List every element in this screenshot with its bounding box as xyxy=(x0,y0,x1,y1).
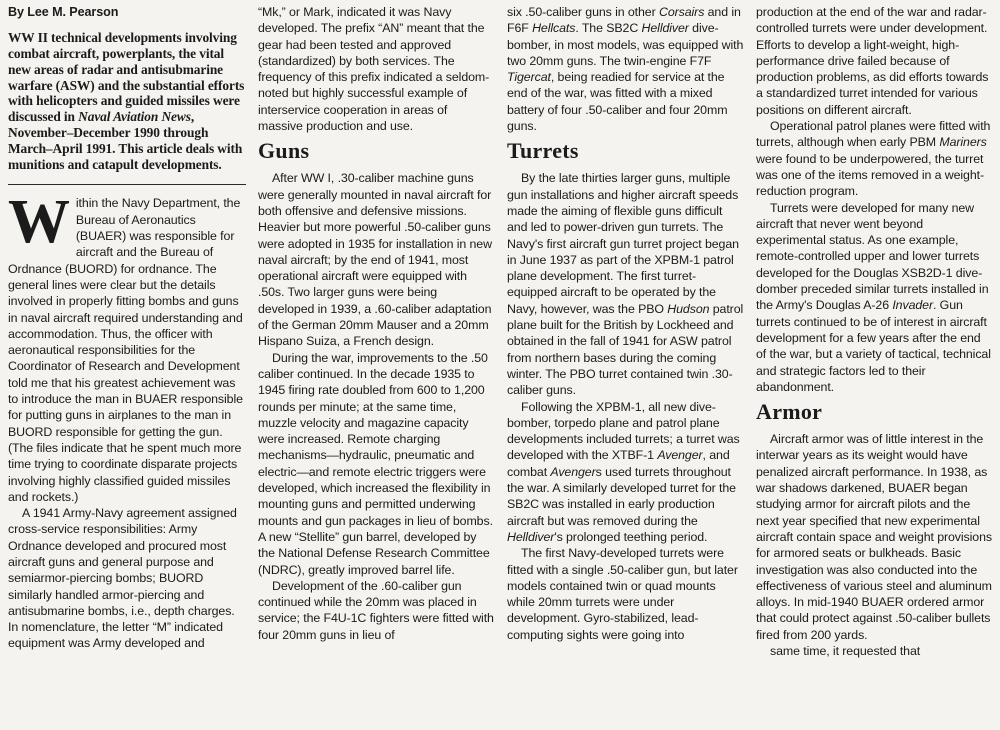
paragraph xyxy=(507,4,745,134)
paragraph: production at the end of the war and radar-controlled turrets were under development. Efforts to develop a light-weight, high-performance drive failed because of production problems, as did efforts towards a standardized turret intended for various positions on different aircraft. xyxy=(756,5,989,117)
aircraft-name: Avenger xyxy=(550,464,596,479)
aircraft-name: Tigercat xyxy=(507,70,551,85)
intro-text-1: WW II technical developments involving combat aircraft, powerplants, the vital new areas of radar and antisubmarine warfare (ASW) and the substantial efforts with helicopters and guided missiles were discussed in xyxy=(8,30,245,125)
text-run: 's prolonged teething period. xyxy=(554,529,708,544)
column-4 xyxy=(756,4,994,726)
article-intro xyxy=(8,30,246,172)
column-3 xyxy=(507,4,745,726)
paragraph: same time, it requested that xyxy=(770,643,921,658)
drop-cap: W xyxy=(8,188,70,257)
aircraft-name: Invader xyxy=(892,298,933,313)
paragraph xyxy=(756,200,994,396)
paragraph: Aircraft armor was of little interest in the interwar years as its weight would have penalized aircraft performance. In 1938, as war shadows darkened, BUAER began studying armor for aircraft pilots and the next year specified that new experimental aircraft contain space and weight provisions for armored seats or bulkheads. Basic investigation was also conducted into the effectiveness of various steel and aluminum alloys. In mid-1940 BUAER ordered armor that could protect against .50-caliber bullets fired from 200 yards. xyxy=(756,432,992,642)
paragraph xyxy=(507,399,745,546)
aircraft-name: Corsairs xyxy=(658,5,705,19)
text-run: By the late thirties larger guns, multiple gun installations and higher aircraft speeds made the aiming of flexible guns difficult and led to power-driven gun turrets. The Navy's first aircraft gun turret project began in June 1937 as part of the XPBM-1 patrol plane development. The first turret-equipped aircraft to be operated by the Navy, however, was the PBO xyxy=(507,171,739,316)
aircraft-name: Mariners xyxy=(939,135,987,150)
text-run: . The SB2C xyxy=(575,21,642,36)
intro-publication: Naval Aviation News xyxy=(78,109,191,125)
text-run: , and combat xyxy=(507,448,730,479)
text-run: and in F6F xyxy=(507,5,741,36)
paragraph: A 1941 Army-Navy agreement assigned cross-service responsibilities: Army Ordnance developed and procured most aircraft guns and general purpose and semiarmor-piercing bombs; BUORD similarly handled armor-piercing and antisubmarine bombs, i.e., depth charges. In nomenclature, the letter “M” indicated equipment was Army developed and xyxy=(8,506,237,651)
byline: By Lee M. Pearson xyxy=(8,5,119,19)
paragraph: After WW I, .30-caliber machine guns were generally mounted in naval aircraft for both offensive and defensive missions. Heavier but more powerful .50-caliber guns were adopted in 1935 for installation in new naval aircraft; by the end of 1941, most operational aircraft were equipped with .50s. Two larger guns were being developed in 1939, a .60-caliber adaptation of the German 20mm Mauser and a 20mm Hispano Suiza, a French design. xyxy=(258,171,492,349)
aircraft-name: Avenger xyxy=(657,448,703,463)
text-run: Operational patrol planes were fitted with turrets, although when early PBM xyxy=(756,119,991,150)
text-run: Turrets were developed for many new aircraft that never went beyond experimental status. As one example, remote-controlled upper and lower turrets developed for the Douglas XSB2D-1 dive-domber preceded similar turrets installed in the Army's Douglas A-26 xyxy=(756,200,989,313)
text-run: patrol plane built for the British by Lockheed and obtained in the fall of 1941 for ASW patrol from northern bases during the coming winter. The PBO turret contained twin .30-caliber guns. xyxy=(507,301,744,398)
intro-text-2: , November–December 1990 through March–April 1991. This article deals with munitions and catapult developments. xyxy=(8,109,243,172)
text-run: s used turrets throughout the war. A similarly developed turret for the SB2C was installed in early production aircraft but was removed during the xyxy=(507,464,736,528)
text-run: were found to be underpowered, the turret was one of the items removed in a weight-reduction program. xyxy=(756,151,984,199)
text-run: dive-bomber, in most models, was equipped with two 20mm guns. The twin-engine F7F xyxy=(507,21,744,68)
text-run: . Gun turrets continued to be of interest in aircraft development for a few years after the end of the war, but a variety of tactical, technical and strategic factors led to their abandonment. xyxy=(756,298,991,394)
aircraft-name: Hellcats xyxy=(532,21,576,36)
section-heading-turrets: Turrets xyxy=(507,138,579,164)
text-run: , being readied for service at the end of the war, was fitted with a mixed battery of four .50-caliber and four 20mm guns. xyxy=(507,70,728,134)
divider-rule xyxy=(8,184,246,185)
paragraph-text: ithin the Navy Department, the Bureau of Aeronautics (BUAER) was responsible for aircraft and the Bureau of Ordnance (BUORD) for ordnance. The general lines were clear but the details involved in properly fitting bombs and guns in naval aircraft required understanding and accommodation. Thus, the officer with aeronautical responsibilities for the Coordinator of Research and Development told me that his greatest achievement was to introduce the man in BUAER responsible for putting guns in airplanes to the man in BUORD responsible for getting the gun. (The files indicate that he spent much more time trying to coordinate disparate projects involving highly classified guided missiles and rockets.) xyxy=(8,196,243,504)
text-run: Following the XPBM-1, all new dive-bomber, torpedo plane and patrol plane developments included turrets; a turret was developed with the XTBF-1 xyxy=(507,399,740,463)
aircraft-name: Helldiver xyxy=(507,529,555,544)
aircraft-name: Hudson xyxy=(667,301,710,316)
section-heading-armor: Armor xyxy=(756,399,823,425)
paragraph: Development of the .60-caliber gun continued while the 20mm was placed in service; the F4U-1C fighters were fitted with four 20mm guns in lieu of xyxy=(258,578,494,642)
text-run: six .50-caliber guns in other xyxy=(507,5,659,19)
column-1 xyxy=(8,4,246,726)
paragraph: “Mk,” or Mark, indicated it was Navy developed. The prefix “AN” meant that the gear had been tested and approved (standardized) by both services. The frequency of this prefix indicated a seldom-noted but highly successful example of interservice cooperation in areas of massive production and use. xyxy=(258,5,490,134)
paragraph xyxy=(756,118,994,199)
aircraft-name: Helldiver xyxy=(641,21,689,36)
paragraph: The first Navy-developed turrets were fitted with a single .50-caliber gun, but later models contained twin or quad mounts while 20mm turrets were under development. Gyro-stabilized, lead-computing sights were going into xyxy=(507,546,738,642)
paragraph xyxy=(8,188,246,505)
column-2 xyxy=(258,4,494,726)
section-heading-guns: Guns xyxy=(258,138,310,164)
paragraph xyxy=(507,170,745,398)
paragraph: During the war, improvements to the .50 caliber continued. In the decade 1935 to 1945 firing rate doubled from 600 to 1,200 rounds per minute; at the same time, muzzle velocity and magazine capacity were increased. Remote charging mechanisms—hydraulic, pneumatic and electric—and remote electric triggers were developed, which increased the flexibility in mounting guns and permitted underwing mounts and gun packages in lieu of bombs. A new “Stellite” gun barrel, developed by the National Defense Research Committee (NDRC), greatly improved barrel life. xyxy=(258,350,493,577)
